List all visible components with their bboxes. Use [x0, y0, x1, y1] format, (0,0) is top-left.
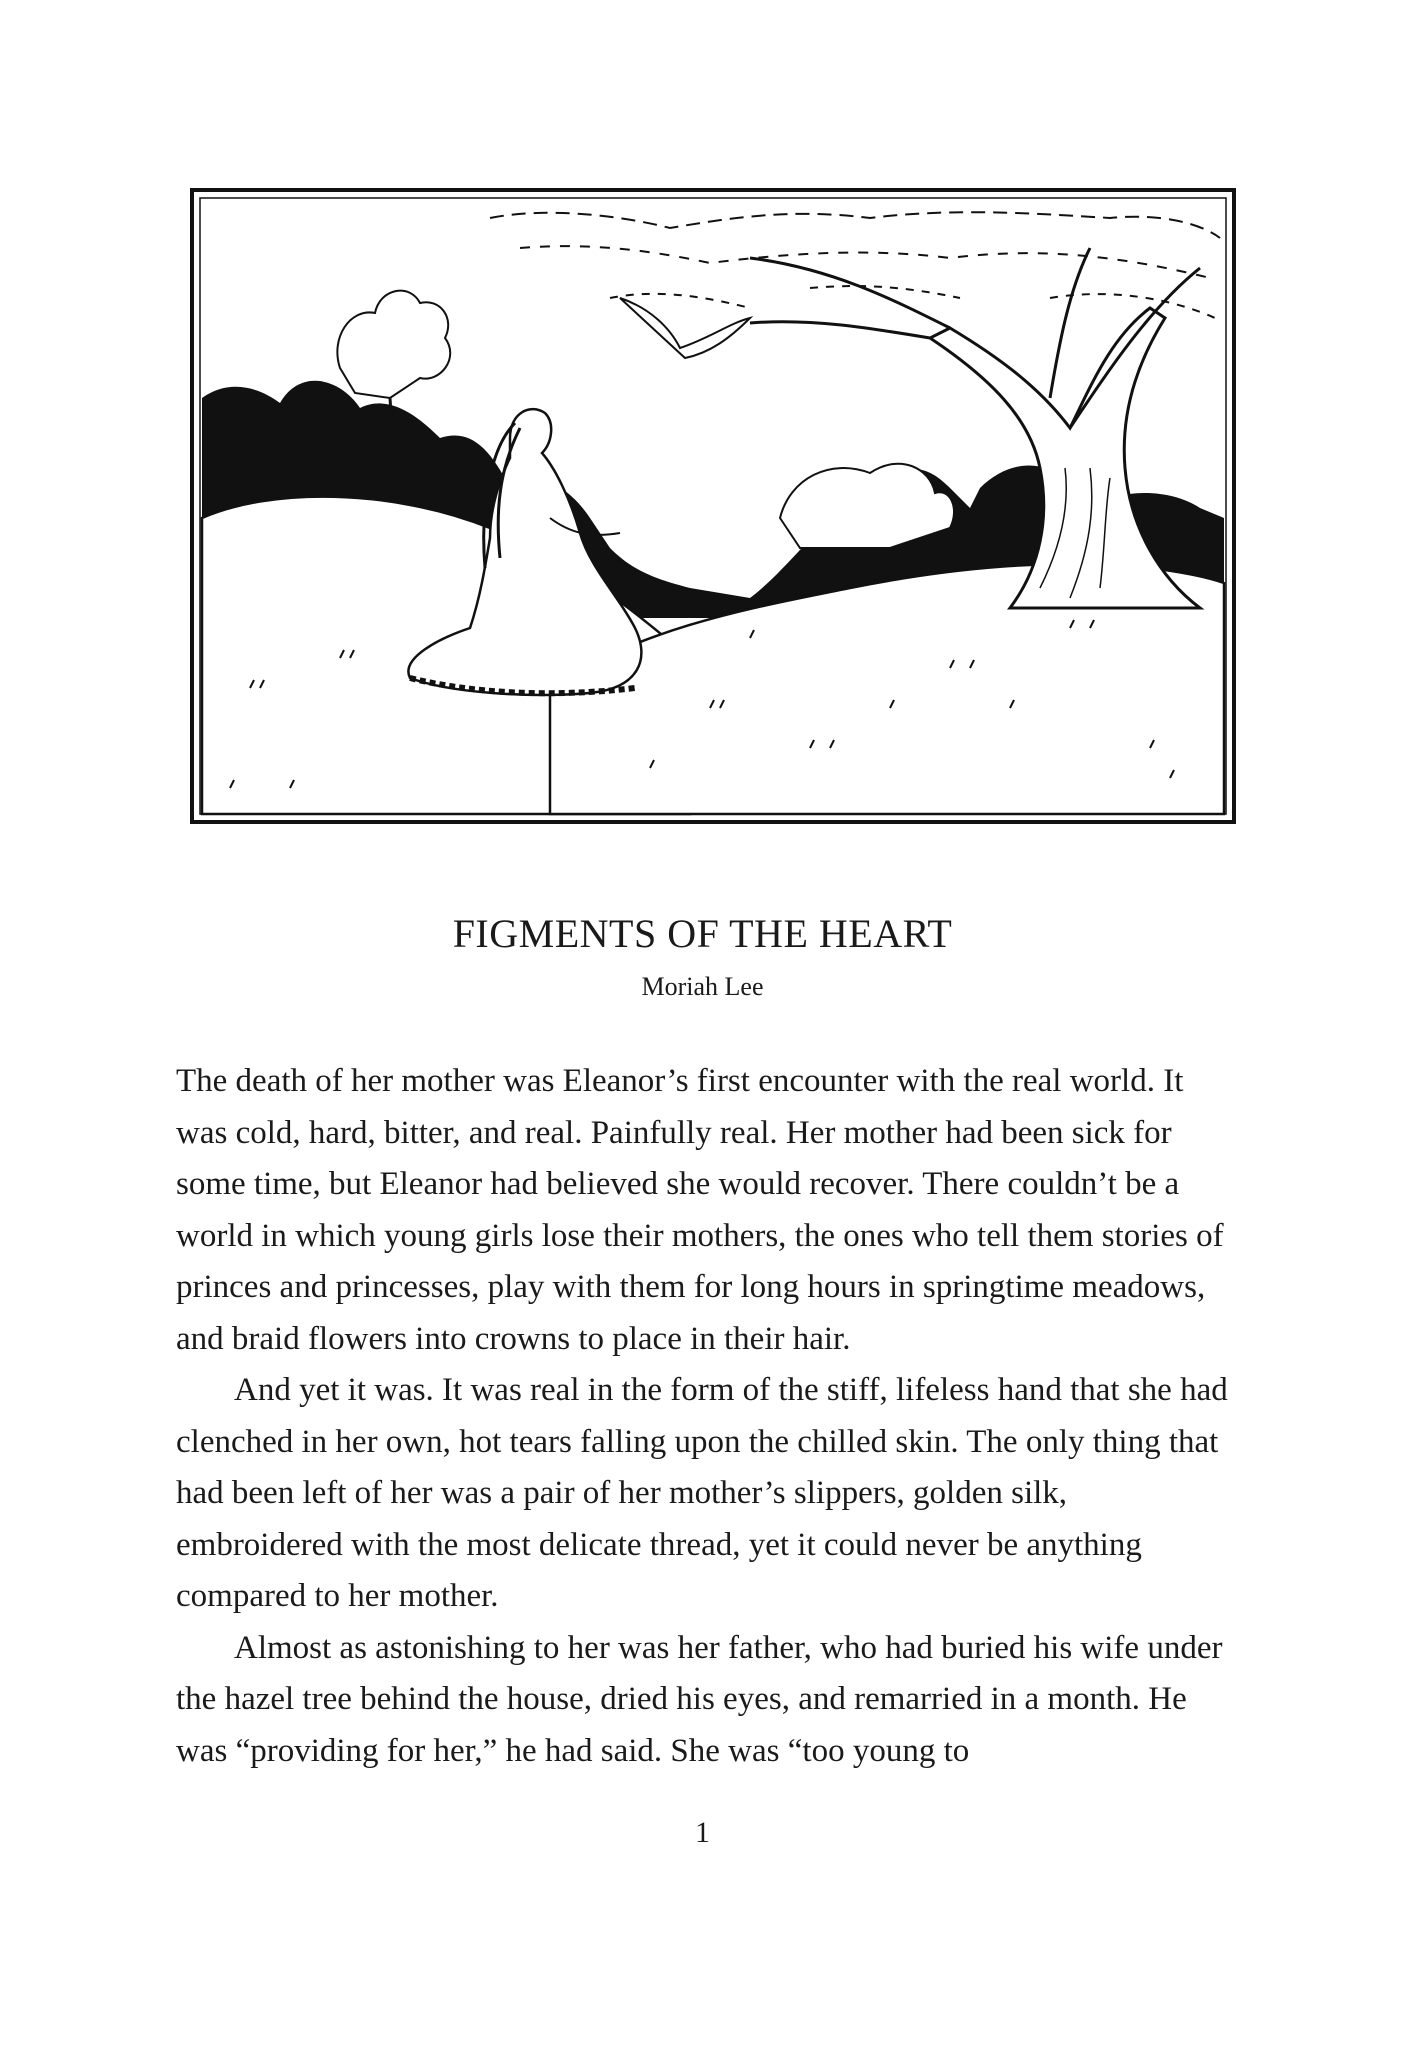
author-name: Moriah Lee: [641, 972, 764, 1001]
story-title: FIGMENTS OF THE HEART: [452, 911, 953, 956]
page-number: 1: [695, 1816, 710, 1849]
landscape-illustration-icon: [190, 188, 1236, 824]
paragraph: The death of her mother was Eleanor’s first encounter with the real world. It was cold, hard, bitter, and real. Painfully real. Her mother had been sick for some time, but Eleanor had believed she would recover. There couldn’t be a world in which young girls lose their mothers, the ones who tell them stories of princes and princesses, play with them for long hours in springtime meadows, and braid flowers into crowns to place in their hair.: [176, 1063, 1224, 1357]
paragraph: And yet it was. It was real in the form of the stiff, lifeless hand that she had clenched in her own, hot tears falling upon the chilled skin. The only thing that had been left of her was a pair of her mother’s slippers, golden silk, embroidered with the most delicate thread, yet it could never be anything compared to her mother.: [176, 1372, 1228, 1614]
landscape-illustration: [190, 188, 1236, 824]
story-body: [176, 1056, 1236, 1777]
paragraph: Almost as astonishing to her was her father, who had buried his wife under the hazel tree behind the house, dried his eyes, and remarried in a month. He was “providing for her,” he had said. She was “too young to: [176, 1629, 1223, 1769]
